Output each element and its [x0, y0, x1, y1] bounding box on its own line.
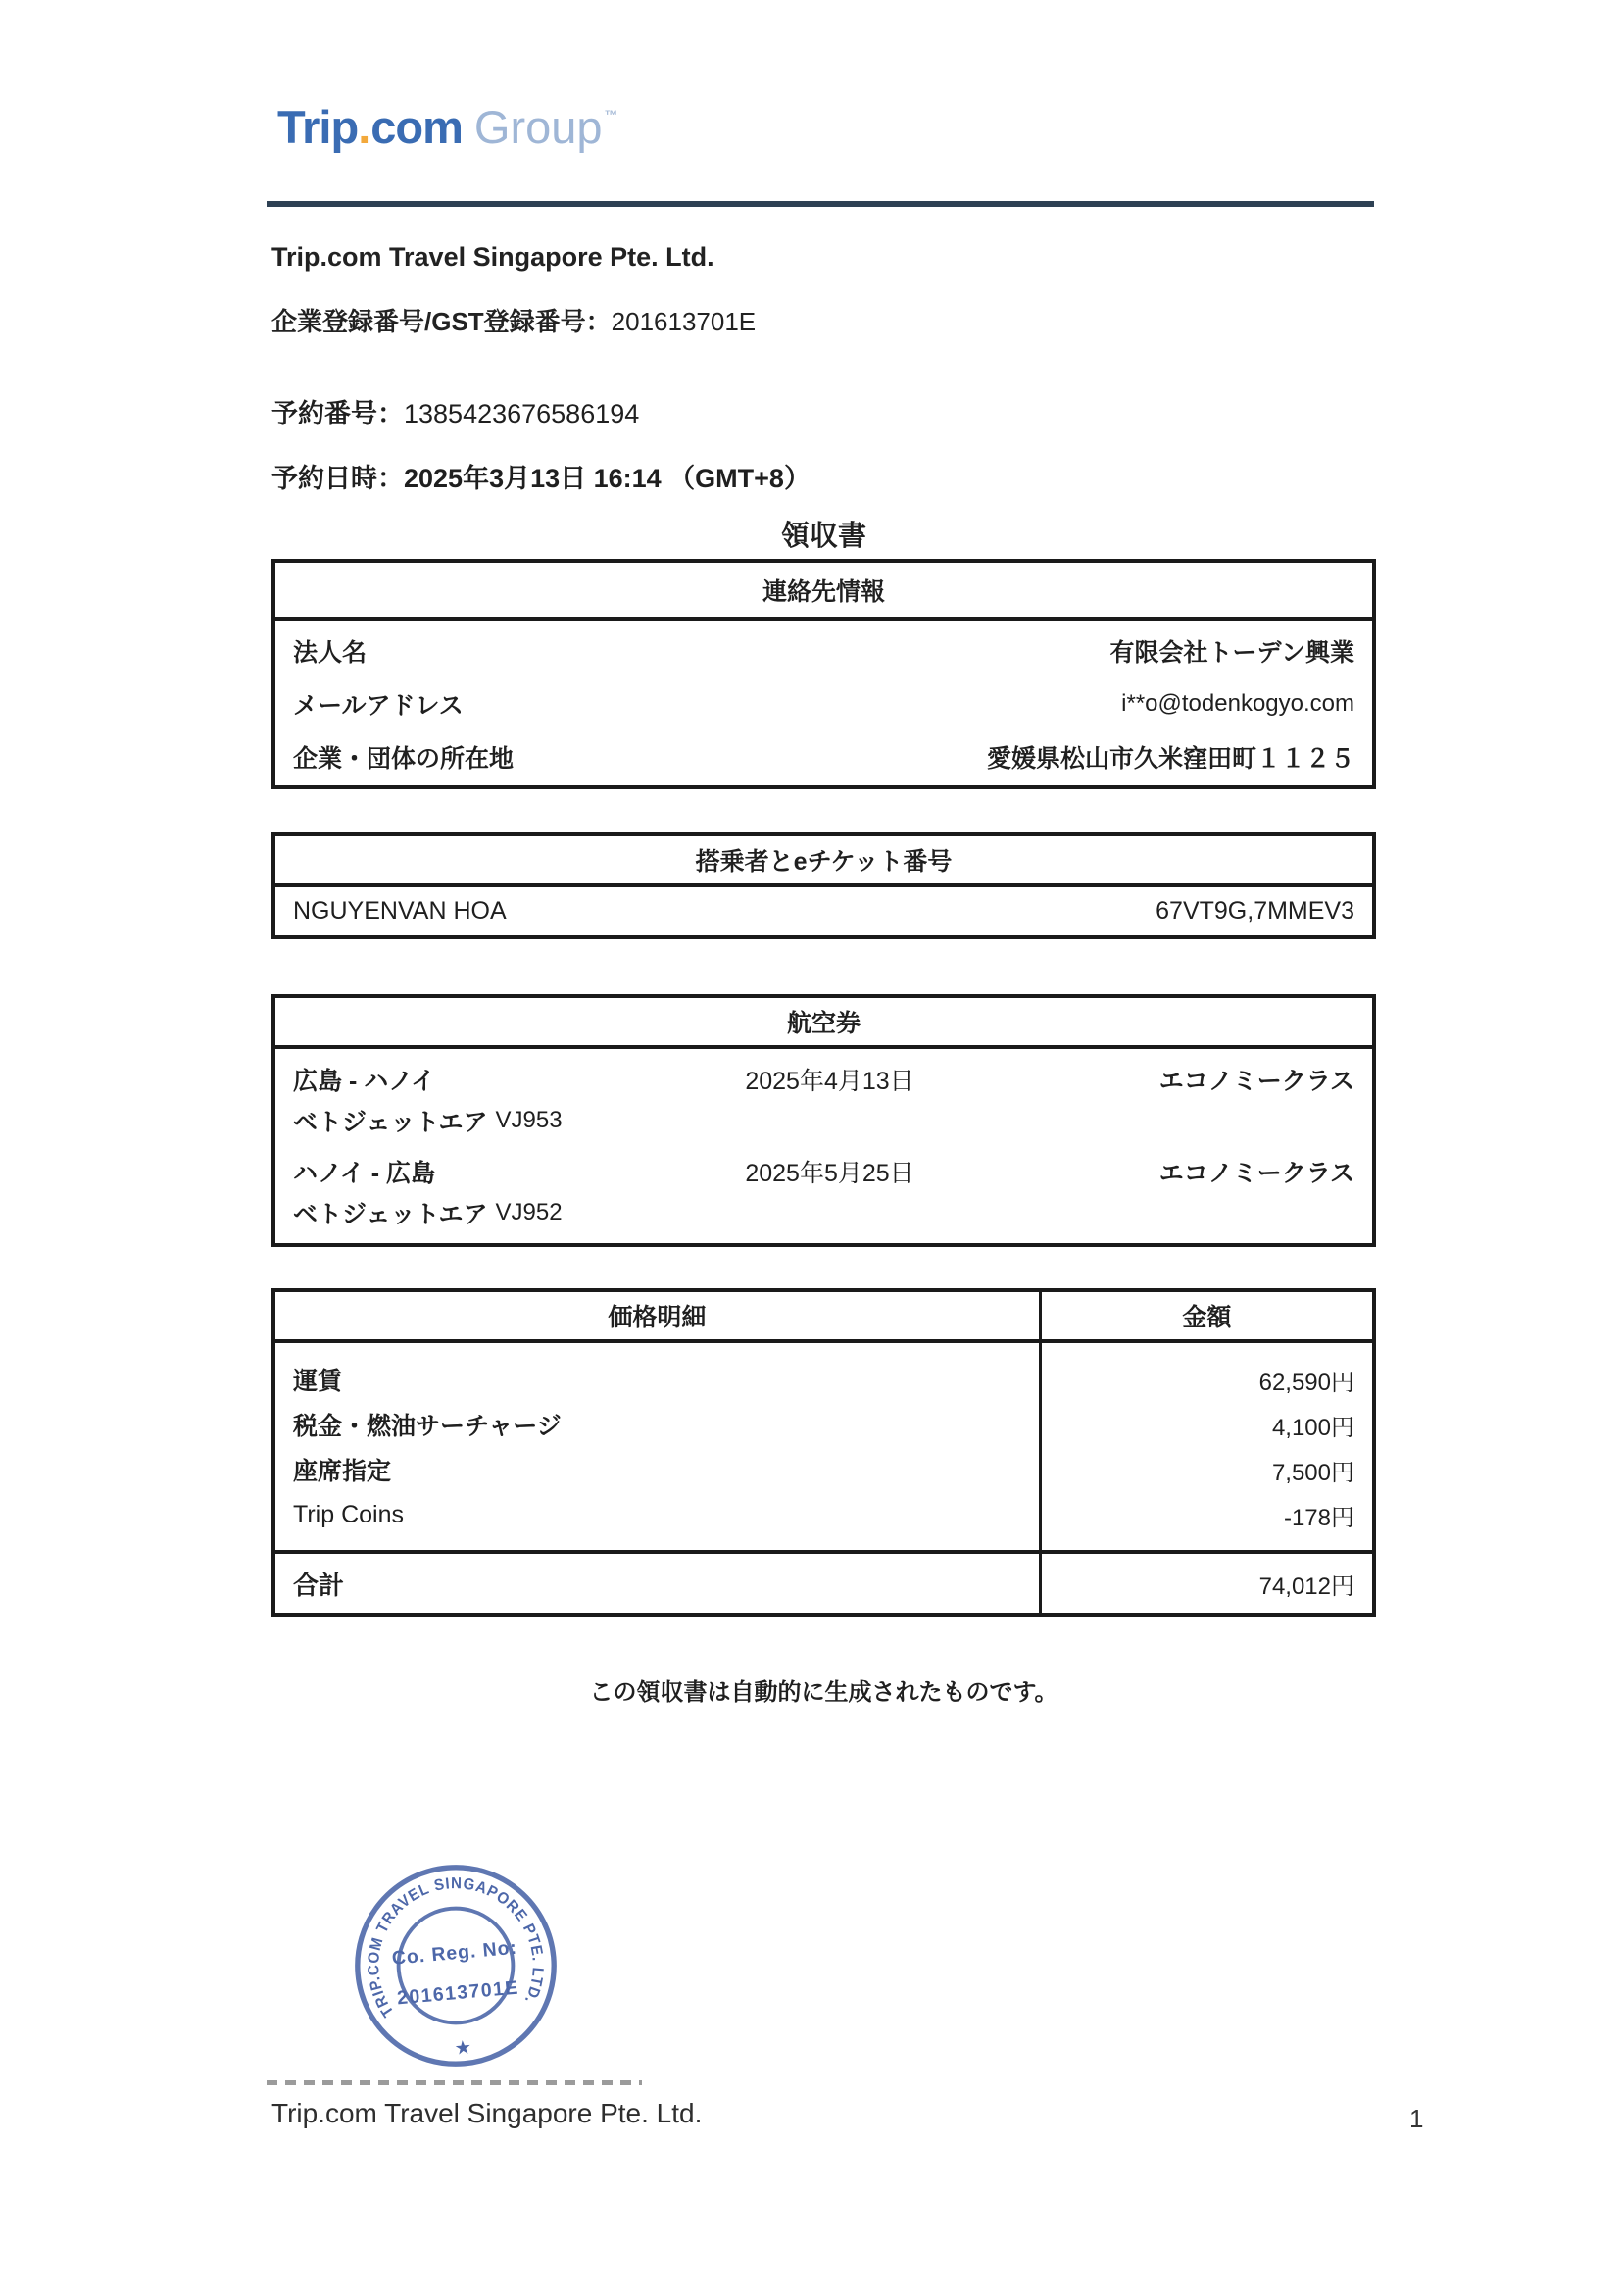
header-divider-rule [267, 201, 1374, 207]
contact-label: メールアドレス [293, 692, 464, 720]
stamp-reg-label: Co. Reg. No: [391, 1936, 518, 1970]
booking-datetime-label: 予約日時： [271, 464, 404, 493]
price-amount: 7,500円 [1271, 1459, 1354, 1486]
contact-label: 法人名 [293, 639, 368, 667]
total-label: 合計 [293, 1570, 345, 1600]
flight-route: ハノイ - 広島 [293, 1160, 435, 1187]
star-icon: ★ [453, 2036, 473, 2060]
booking-number-label: 予約番号： [271, 399, 404, 428]
gst-label: 企業登録番号/GST登録番号： [271, 307, 612, 336]
contact-table-body [275, 621, 1372, 785]
price-amount-column [1039, 1343, 1372, 1550]
flight-row [293, 1151, 1354, 1192]
flight-carrier-line [293, 1192, 1354, 1233]
flight-number: VJ952 [495, 1199, 563, 1225]
total-amount: 74,012円 [1039, 1554, 1372, 1613]
eticket-number: 67VT9G,7MMEV3 [1156, 897, 1354, 924]
gst-registration-line [271, 302, 756, 338]
airline-name: ベトジェットエア [293, 1201, 488, 1228]
flight-cabin-class: エコノミークラス [1158, 1068, 1354, 1095]
flight-date: 2025年4月13日 [745, 1068, 914, 1095]
contact-table-header: 連絡先情報 [275, 563, 1372, 621]
flight-table-body [275, 1049, 1372, 1243]
flight-ticket-table [271, 994, 1376, 1247]
company-seal-stamp [342, 1852, 569, 2079]
trademark-symbol: ™ [604, 107, 618, 123]
issuer-company-name: Trip.com Travel Singapore Pte. Ltd. [271, 242, 714, 272]
contact-value: 有限会社トーデン興業 [1109, 639, 1354, 667]
booking-number-line [271, 392, 639, 430]
price-detail-table [271, 1288, 1376, 1617]
price-item-label: 座席指定 [293, 1458, 392, 1485]
logo-word-group: Group [473, 101, 603, 153]
flight-row-gap [293, 1141, 1354, 1151]
table-row [275, 677, 1372, 730]
price-amount: -178円 [1283, 1504, 1354, 1531]
passenger-name: NGUYENVAN HOA [293, 897, 507, 924]
airline-name: ベトジェットエア [293, 1109, 488, 1136]
auto-generated-note: この領収書は自動的に生成されたものです。 [589, 1679, 1058, 1706]
signature-dashed-line [267, 2080, 642, 2085]
price-item-column-header: 価格明細 [608, 1304, 707, 1331]
contact-label: 企業・団体の所在地 [293, 745, 515, 773]
stamp-reg-number: 201613701E [396, 1976, 520, 2010]
footer-company-name: Trip.com Travel Singapore Pte. Ltd. [271, 2098, 703, 2128]
table-row [275, 887, 1372, 935]
price-item-label: 運賃 [293, 1368, 343, 1395]
booking-datetime-value: 2025年3月13日 16:14 （GMT+8） [404, 464, 811, 493]
page-number: 1 [1409, 2104, 1424, 2133]
gst-value: 201613701E [611, 307, 757, 336]
stamp-ring-text: TRIP.COM TRAVEL SINGAPORE PTE. LTD. [364, 1874, 547, 2021]
price-total-row [275, 1554, 1372, 1613]
flight-date: 2025年5月25日 [745, 1160, 914, 1187]
price-amount-column-header: 金額 [1039, 1292, 1372, 1339]
price-table-header-row [275, 1292, 1372, 1343]
booking-number-value: 1385423676586194 [404, 399, 640, 428]
price-amount: 4,100円 [1271, 1414, 1354, 1441]
tripcom-group-logo [277, 102, 616, 153]
table-row [275, 730, 1372, 783]
flight-row [293, 1059, 1354, 1100]
price-item-label: 税金・燃油サーチャージ [293, 1413, 562, 1440]
table-row [275, 624, 1372, 677]
passenger-table-header: 搭乗者とeチケット番号 [275, 836, 1372, 887]
price-table-body [275, 1343, 1372, 1554]
logo-word-trip: Trip [277, 101, 359, 153]
flight-route: 広島 - ハノイ [293, 1068, 435, 1095]
flight-table-header: 航空券 [275, 998, 1372, 1049]
contact-info-table [271, 559, 1376, 789]
price-item-column [275, 1343, 1039, 1550]
page-title: 領収書 [780, 521, 866, 552]
flight-cabin-class: エコノミークラス [1158, 1160, 1354, 1187]
price-item-label: Trip Coins [293, 1500, 404, 1528]
logo-dot: . [358, 101, 371, 153]
flight-carrier-line [293, 1100, 1354, 1141]
price-amount: 62,590円 [1258, 1369, 1354, 1396]
contact-value: 愛媛県松山市久米窪田町１１２５ [986, 745, 1354, 773]
booking-datetime-line [271, 457, 811, 495]
contact-value: i**o@todenkogyo.com [1121, 690, 1354, 717]
logo-word-com: com [370, 101, 463, 153]
passenger-eticket-table [271, 832, 1376, 939]
flight-number: VJ953 [495, 1107, 563, 1133]
